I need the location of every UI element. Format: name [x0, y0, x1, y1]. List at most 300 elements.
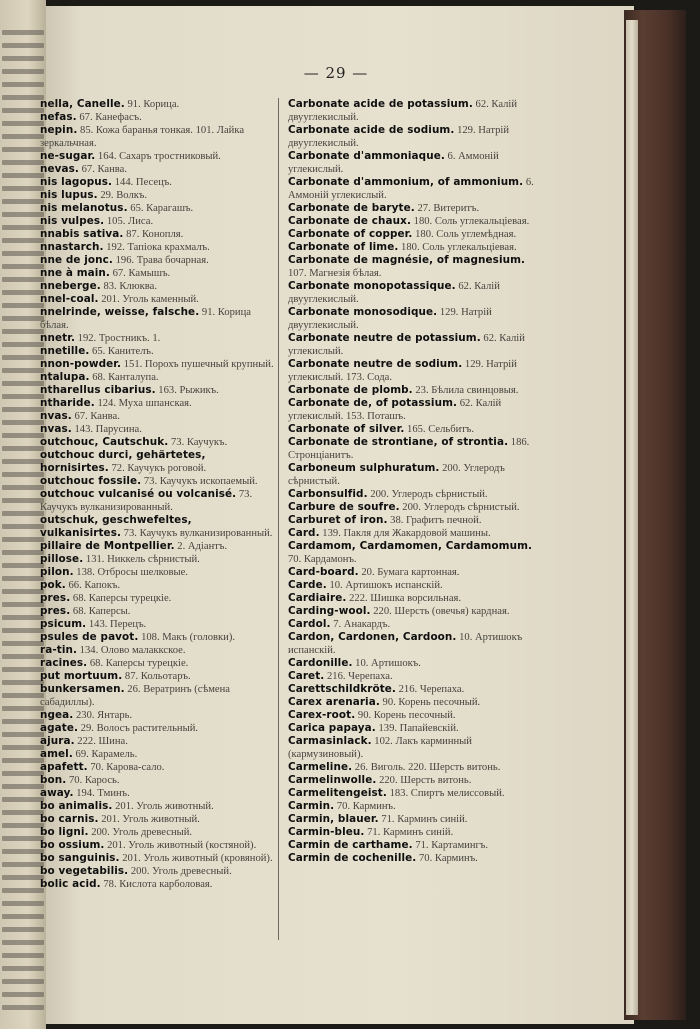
dictionary-entry: [40, 475, 274, 488]
entry-term: Carmin.: [288, 800, 335, 812]
entry-term: nne de jonc.: [40, 254, 113, 266]
entry-definition: 6. Аммоній углекислый.: [288, 151, 499, 175]
dictionary-entry: [288, 280, 542, 306]
dictionary-entry: [288, 709, 542, 722]
entry-term: nne à main.: [40, 267, 110, 279]
entry-term: Carde.: [288, 579, 327, 591]
dictionary-entry: [288, 761, 542, 774]
dictionary-entry: [288, 488, 542, 501]
previous-page-text-line: [2, 823, 44, 828]
dictionary-entry: [40, 267, 274, 280]
entry-definition: 139. Папайевскій.: [375, 723, 459, 734]
entry-term: nnel-coal.: [40, 293, 99, 305]
entry-definition: 70. Карось.: [66, 775, 120, 786]
entry-definition: 65. Канителъ.: [89, 346, 154, 357]
dictionary-entry: [288, 631, 542, 657]
entry-definition: 66. Капокъ.: [65, 580, 121, 591]
previous-page-text-line: [2, 693, 44, 698]
entry-term: nnetille.: [40, 345, 90, 357]
previous-page-text-line: [2, 485, 44, 490]
dictionary-entry: [40, 618, 274, 631]
previous-page-text-line: [2, 641, 44, 646]
entry-term: outschuk, geschwefeltes, vulkanisirtes.: [40, 514, 192, 539]
entry-term: Carbonate d'ammoniaque.: [288, 150, 445, 162]
entry-term: agate.: [40, 722, 79, 734]
previous-page-text-line: [2, 719, 44, 724]
entry-definition: 70. Карова-сало.: [87, 762, 165, 773]
entry-term: Carbonate de baryte.: [288, 202, 415, 214]
entry-term: ra-tin.: [40, 644, 78, 656]
previous-page-text-line: [2, 173, 44, 178]
page-number: — 29 —: [303, 64, 369, 82]
previous-page-text-line: [2, 329, 44, 334]
entry-definition: 26. Виголь. 220. Шерсть витонь.: [352, 762, 501, 773]
entry-term: Caret.: [288, 670, 325, 682]
dictionary-entry: [40, 852, 274, 865]
dictionary-entry: [40, 215, 274, 228]
previous-page-text-line: [2, 836, 44, 841]
entry-term: amel.: [40, 748, 73, 760]
previous-page-text-line: [2, 43, 44, 48]
entry-term: nnabis sativa.: [40, 228, 124, 240]
previous-page-text-line: [2, 563, 44, 568]
entry-definition: 124. Муха шпанская.: [94, 398, 192, 409]
previous-page-text-line: [2, 771, 44, 776]
previous-page-text-line: [2, 953, 44, 958]
entry-term: Carmin de cochenille.: [288, 852, 417, 864]
dictionary-entry: [40, 813, 274, 826]
entry-term: Cardamom, Cardamomen, Cardamomum.: [288, 540, 533, 552]
dictionary-entry: [40, 358, 274, 371]
dictionary-entry: [40, 839, 274, 852]
dictionary-entry: [40, 436, 274, 449]
entry-term: bolic acid.: [40, 878, 101, 890]
dictionary-entry: [40, 592, 274, 605]
entry-definition: 108. Макъ (головки).: [138, 632, 235, 643]
entry-definition: 143. Парусина.: [71, 424, 142, 435]
entry-definition: 216. Черепаха.: [395, 684, 465, 695]
entry-definition: 72. Каучукъ роговой.: [108, 463, 207, 474]
previous-page-text-line: [2, 810, 44, 815]
entry-definition: 26. Вератринъ (сѣмена сабадиллы).: [40, 684, 230, 708]
entry-definition: 107. Магнезія бѣлая.: [288, 268, 382, 279]
entry-term: Carmeline.: [288, 761, 353, 773]
entry-term: ntharide.: [40, 397, 95, 409]
entry-term: away.: [40, 787, 74, 799]
previous-page-text-line: [2, 901, 44, 906]
entry-term: Carbonate de strontiane, of strontia.: [288, 436, 509, 448]
entry-definition: 144. Песецъ.: [112, 177, 172, 188]
previous-page-text-line: [2, 121, 44, 126]
entry-term: Carbonate of lime.: [288, 241, 399, 253]
right-column: [288, 98, 542, 865]
previous-page-text-line: [2, 199, 44, 204]
entry-term: nvas.: [40, 410, 72, 422]
previous-page-text-line: [2, 446, 44, 451]
dictionary-entry: [40, 384, 274, 397]
dictionary-entry: [40, 878, 274, 891]
entry-definition: 183. Спиртъ мелиссовый.: [386, 788, 505, 799]
entry-term: ntalupa.: [40, 371, 90, 383]
dictionary-entry: [40, 397, 274, 410]
entry-definition: 201. Уголь животный.: [98, 814, 200, 825]
entry-term: Cardiaire.: [288, 592, 347, 604]
dictionary-entry: [40, 163, 274, 176]
previous-page-text-line: [2, 628, 44, 633]
dictionary-entry: [288, 670, 542, 683]
entry-definition: 71. Картамингъ.: [412, 840, 488, 851]
previous-page-text-line: [2, 108, 44, 113]
previous-page-text-line: [2, 212, 44, 217]
entry-definition: 7. Анакардъ.: [330, 619, 391, 630]
dictionary-entry: [288, 397, 542, 423]
dictionary-entry: [40, 722, 274, 735]
dictionary-entry: [40, 423, 274, 436]
previous-page-text-line: [2, 368, 44, 373]
dictionary-entry: [40, 514, 274, 540]
dictionary-entry: [288, 696, 542, 709]
dictionary-entry: [40, 189, 274, 202]
previous-page-text-line: [2, 186, 44, 191]
entry-term: bo ligni.: [40, 826, 89, 838]
entry-definition: 29. Волосъ растительный.: [78, 723, 199, 734]
dictionary-entry: [288, 852, 542, 865]
entry-term: Carbonate de, of potassium.: [288, 397, 458, 409]
dictionary-entry: [40, 241, 274, 254]
entry-term: bo vegetabilis.: [40, 865, 129, 877]
previous-page-text-line: [2, 849, 44, 854]
dictionary-entry: [40, 124, 274, 150]
dictionary-entry: [288, 839, 542, 852]
dictionary-entry: [288, 527, 542, 540]
entry-definition: 151. Порохъ пушечный крупный.: [121, 359, 274, 370]
entry-term: bo sanguinis.: [40, 852, 120, 864]
entry-term: nnon-powder.: [40, 358, 122, 370]
entry-term: Carbonate of silver.: [288, 423, 405, 435]
entry-term: Carmin de carthame.: [288, 839, 413, 851]
previous-page-text-line: [2, 472, 44, 477]
dictionary-entry: [288, 215, 542, 228]
entry-definition: 131. Никкель сѣрнистый.: [83, 554, 200, 565]
entry-definition: 73. Каучукъ ископаемый.: [141, 476, 258, 487]
dictionary-entry: [40, 787, 274, 800]
entry-definition: 68. Канталупа.: [89, 372, 159, 383]
entry-definition: 10. Артишокъ испанскій.: [288, 632, 523, 656]
entry-definition: 164. Сахаръ тростниковый.: [95, 151, 221, 162]
dictionary-entry: [288, 306, 542, 332]
entry-definition: 138. Отбросы шелковые.: [73, 567, 189, 578]
entry-definition: 69. Карамель.: [72, 749, 138, 760]
entry-term: Carbonate de magnésie, of magnesium.: [288, 254, 526, 266]
dictionary-entry: [288, 462, 542, 488]
dictionary-entry: [40, 449, 274, 475]
entry-term: put mortuum.: [40, 670, 123, 682]
left-column: [40, 98, 274, 891]
entry-definition: 73. Каучукъ.: [168, 437, 228, 448]
dictionary-entry: [288, 176, 542, 202]
entry-definition: 192. Тапіока крахмалъ.: [103, 242, 210, 253]
previous-page-text-line: [2, 290, 44, 295]
entry-definition: 105. Лиса.: [104, 216, 154, 227]
entry-term: Carmasinlack.: [288, 735, 372, 747]
previous-page-text-line: [2, 862, 44, 867]
dictionary-entry: [40, 683, 274, 709]
dictionary-entry: [288, 384, 542, 397]
entry-term: Card-board.: [288, 566, 359, 578]
dictionary-entry: [288, 124, 542, 150]
dictionary-entry: [40, 735, 274, 748]
entry-definition: 73. Каучукъ вулканизированный.: [121, 528, 273, 539]
entry-definition: 67. Камышъ.: [109, 268, 171, 279]
entry-term: Cardonille.: [288, 657, 353, 669]
entry-definition: 87. Конопля.: [123, 229, 184, 240]
dictionary-entry: [40, 410, 274, 423]
dictionary-entry: [40, 605, 274, 618]
previous-page-text-line: [2, 251, 44, 256]
entry-term: outchouc fossile.: [40, 475, 142, 487]
previous-page-text-line: [2, 160, 44, 165]
entry-definition: 91. Корица бѣлая.: [40, 307, 251, 331]
entry-term: racines.: [40, 657, 88, 669]
previous-page-text-line: [2, 459, 44, 464]
entry-definition: 62. Калій углекислый.: [288, 333, 525, 357]
entry-definition: 65. Карагашъ.: [127, 203, 194, 214]
entry-definition: 139. Пакля для Жакардовой машины.: [319, 528, 491, 539]
entry-term: bunkersamen.: [40, 683, 125, 695]
dictionary-entry: [40, 761, 274, 774]
previous-page-text-line: [2, 550, 44, 555]
dictionary-entry: [40, 553, 274, 566]
entry-term: bo ossium.: [40, 839, 105, 851]
dictionary-page: [40, 6, 634, 1024]
dictionary-entry: [288, 150, 542, 176]
entry-definition: 201. Уголь животный (костяной).: [104, 840, 257, 851]
entry-definition: 129. Натрій углекислый. 173. Сода.: [288, 359, 517, 383]
entry-term: Carica papaya.: [288, 722, 376, 734]
entry-definition: 67. Канефасъ.: [76, 112, 142, 123]
entry-term: nefas.: [40, 111, 77, 123]
entry-definition: 180. Соль углемѣдная.: [412, 229, 517, 240]
entry-definition: 186. Стронціанитъ.: [288, 437, 530, 461]
dictionary-entry: [40, 111, 274, 124]
dictionary-entry: [40, 579, 274, 592]
entry-definition: 91. Корица.: [124, 99, 180, 110]
dictionary-entry: [288, 423, 542, 436]
previous-page-text-line: [2, 303, 44, 308]
entry-definition: 129. Натрій двууглекислый.: [288, 125, 510, 149]
entry-definition: 102. Лакъ карминный (кармузиновый).: [288, 736, 472, 760]
entry-term: outchouc, Cautschuk.: [40, 436, 169, 448]
entry-term: Carbonate neutre de sodium.: [288, 358, 463, 370]
entry-definition: 71. Карминъ синій.: [378, 814, 468, 825]
entry-term: Carding-wool.: [288, 605, 371, 617]
entry-definition: 27. Витеритъ.: [414, 203, 480, 214]
dictionary-entry: [288, 826, 542, 839]
previous-page-text-line: [2, 654, 44, 659]
entry-definition: 67. Канва.: [78, 164, 128, 175]
dictionary-entry: [288, 800, 542, 813]
entry-term: nis melanotus.: [40, 202, 128, 214]
dictionary-entry: [40, 748, 274, 761]
entry-term: apafett.: [40, 761, 88, 773]
entry-term: nneberge.: [40, 280, 101, 292]
previous-page-text-line: [2, 914, 44, 919]
entry-definition: 200. Уголь древесный.: [128, 866, 232, 877]
entry-definition: 78. Кислота карболовая.: [100, 879, 213, 890]
dictionary-entry: [40, 293, 274, 306]
entry-term: nis lupus.: [40, 189, 98, 201]
entry-term: Carmelinwolle.: [288, 774, 377, 786]
entry-definition: 10. Артишокъ испанскій.: [326, 580, 443, 591]
dictionary-entry: [40, 826, 274, 839]
dictionary-entry: [40, 345, 274, 358]
entry-definition: 70. Карминъ.: [334, 801, 396, 812]
previous-page-text-line: [2, 680, 44, 685]
dictionary-entry: [40, 800, 274, 813]
entry-definition: 62. Калій двууглекислый.: [288, 281, 500, 305]
entry-term: Carbonate monopotassique.: [288, 280, 456, 292]
entry-term: Cardol.: [288, 618, 331, 630]
previous-page-text-line: [2, 875, 44, 880]
dictionary-entry: [288, 787, 542, 800]
previous-page-text-line: [2, 407, 44, 412]
entry-definition: 71. Карминъ синій.: [364, 827, 454, 838]
column-divider: [278, 98, 279, 940]
entry-term: Carbonate de plomb.: [288, 384, 413, 396]
entry-term: pillose.: [40, 553, 84, 565]
entry-term: Carbonate monosodique.: [288, 306, 438, 318]
entry-term: Carboneum sulphuratum.: [288, 462, 440, 474]
entry-term: nis lagopus.: [40, 176, 113, 188]
dictionary-entry: [288, 579, 542, 592]
entry-definition: 90. Корень песочный.: [355, 710, 456, 721]
dictionary-entry: [40, 566, 274, 579]
entry-term: Carbonate neutre de potassium.: [288, 332, 481, 344]
entry-definition: 222. Шишка ворсильная.: [346, 593, 462, 604]
previous-page-text-line: [2, 225, 44, 230]
dictionary-entry: [288, 358, 542, 384]
entry-term: Carburet of iron.: [288, 514, 388, 526]
entry-definition: 29. Волкъ.: [97, 190, 148, 201]
dictionary-entry: [40, 865, 274, 878]
dictionary-entry: [288, 514, 542, 527]
entry-term: psicum.: [40, 618, 87, 630]
entry-term: Carex arenaria.: [288, 696, 380, 708]
previous-page-text-line: [2, 576, 44, 581]
dictionary-entry: [288, 540, 542, 566]
previous-page-text-line: [2, 394, 44, 399]
dictionary-entry: [288, 618, 542, 631]
previous-page-text-line: [2, 797, 44, 802]
previous-page-text-line: [2, 979, 44, 984]
entry-term: pok.: [40, 579, 66, 591]
previous-page-text-line: [2, 147, 44, 152]
previous-page-text-line: [2, 433, 44, 438]
entry-definition: 180. Соль углекальціевая.: [411, 216, 530, 227]
entry-term: Cardon, Cardonen, Cardoon.: [288, 631, 457, 643]
dictionary-entry: [288, 735, 542, 761]
entry-definition: 23. Бѣлила свинцовыя.: [412, 385, 519, 396]
entry-term: Carmin, blauer.: [288, 813, 379, 825]
previous-page-text-line: [2, 420, 44, 425]
dictionary-entry: [40, 670, 274, 683]
entry-term: nnelrinde, weisse, falsche.: [40, 306, 200, 318]
previous-page-text-line: [2, 342, 44, 347]
entry-definition: 200. Углеродъ сѣрнистый.: [399, 502, 520, 513]
entry-definition: 222. Шина.: [74, 736, 128, 747]
previous-page-text-line: [2, 30, 44, 35]
entry-definition: 70. Карминъ.: [416, 853, 478, 864]
entry-definition: 201. Уголь животный (кровяной).: [119, 853, 273, 864]
dictionary-entry: [288, 254, 542, 280]
previous-page-text-line: [2, 745, 44, 750]
previous-page-text-line: [2, 316, 44, 321]
entry-term: bon.: [40, 774, 67, 786]
previous-page-text-line: [2, 134, 44, 139]
entry-definition: 165. Сельбитъ.: [404, 424, 475, 435]
entry-definition: 129. Натрій двууглекислый.: [288, 307, 492, 331]
entry-term: Card.: [288, 527, 320, 539]
entry-definition: 180. Соль углекальціевая.: [398, 242, 517, 253]
entry-term: Carbonate d'ammonium, of ammonium.: [288, 176, 524, 188]
previous-page-text-line: [2, 511, 44, 516]
dictionary-entry: [40, 774, 274, 787]
previous-page-text-line: [2, 82, 44, 87]
entry-definition: 68. Каперсы турецкіе.: [70, 593, 172, 604]
entry-term: bo animalis.: [40, 800, 113, 812]
entry-definition: 6. Аммоній углекислый.: [288, 177, 534, 201]
previous-page-text-line: [2, 95, 44, 100]
dictionary-entry: [40, 280, 274, 293]
entry-term: Carettschildkröte.: [288, 683, 396, 695]
entry-definition: 10. Артишокъ.: [352, 658, 421, 669]
previous-page-text-line: [2, 758, 44, 763]
dictionary-entry: [288, 592, 542, 605]
dictionary-entry: [40, 332, 274, 345]
previous-page-text-line: [2, 966, 44, 971]
entry-definition: 90. Корень песочный.: [379, 697, 481, 708]
entry-term: ne-sugar.: [40, 150, 96, 162]
entry-definition: 62. Калій углекислый. 153. Поташъ.: [288, 398, 502, 422]
dictionary-entry: [40, 371, 274, 384]
entry-term: Carmelitengeist.: [288, 787, 387, 799]
dictionary-entry: [288, 683, 542, 696]
entry-definition: 67. Канва.: [71, 411, 120, 422]
dictionary-entry: [288, 501, 542, 514]
entry-definition: 220. Шерсть витонь.: [376, 775, 472, 786]
entry-definition: 200. Уголь древесный.: [88, 827, 193, 838]
previous-page-text-line: [2, 56, 44, 61]
dictionary-entry: [288, 202, 542, 215]
entry-term: bo carnis.: [40, 813, 99, 825]
dictionary-entry: [40, 202, 274, 215]
previous-page-text-line: [2, 667, 44, 672]
previous-page-text-line: [2, 524, 44, 529]
dictionary-entry: [40, 631, 274, 644]
entry-term: outchouc durci, gehärtetes, hornisirtes.: [40, 449, 206, 474]
entry-term: nevas.: [40, 163, 79, 175]
dictionary-entry: [288, 605, 542, 618]
dictionary-entry: [288, 98, 542, 124]
dictionary-entry: [288, 774, 542, 787]
entry-term: psules de pavot.: [40, 631, 139, 643]
previous-page-text-line: [2, 498, 44, 503]
entry-definition: 194. Тминъ.: [73, 788, 130, 799]
entry-term: ngea.: [40, 709, 74, 721]
previous-page-text-line: [2, 615, 44, 620]
dictionary-entry: [40, 254, 274, 267]
previous-page-text-line: [2, 992, 44, 997]
